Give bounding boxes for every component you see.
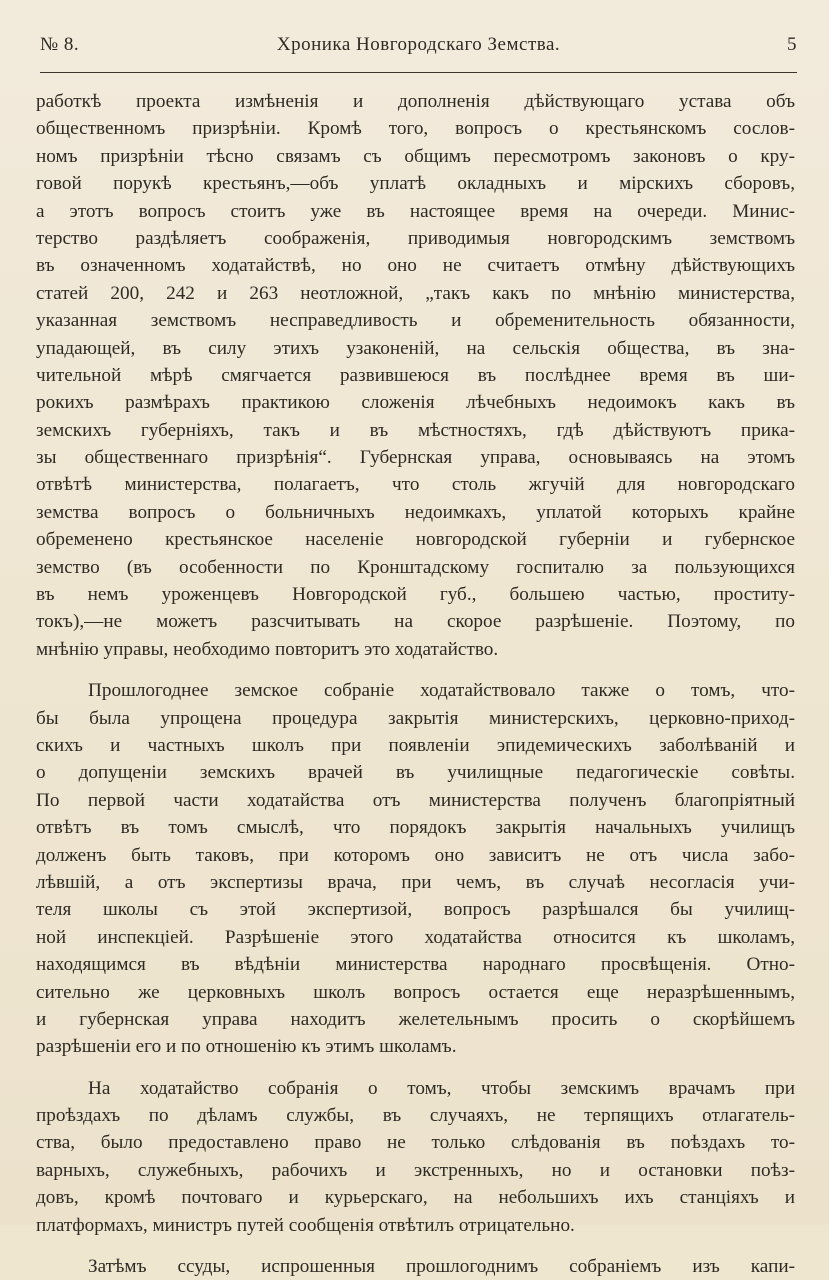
page-number: 5 [787, 34, 797, 55]
text-line: довъ, кромѣ почтоваго и курьерскаго, на небольшихъ ихъ станціяхъ и [36, 1187, 795, 1209]
text-line: сительно же церковныхъ школъ вопросъ остается еще неразрѣшеннымъ, [36, 981, 795, 1003]
text-line: земскихъ губерніяхъ, такъ и въ мѣстностяхъ, гдѣ дѣйствуютъ прика- [36, 419, 795, 441]
text-line: рокихъ размѣрахъ практикою сложенія лѣчебныхъ недоимокъ какъ въ [36, 392, 795, 414]
text-line: отвѣтѣ министерства, полагаетъ, что столь жгучій для новгородскаго [36, 474, 795, 496]
text-line: статей 200, 242 и 263 неотложной, „такъ какъ по мнѣнію министерства, [36, 282, 795, 304]
text-line: проѣздахъ по дѣламъ службы, въ случаяхъ, не терпящихъ отлагатель- [36, 1105, 795, 1127]
paragraph [36, 88, 795, 663]
text-line: находящимся въ вѣдѣніи министерства народнаго просвѣщенія. Отно- [36, 954, 795, 976]
text-line: На ходатайство собранія о томъ, чтобы земскимъ врачамъ при [88, 1077, 795, 1099]
text-line: отвѣтъ въ томъ смыслѣ, что порядокъ закрытія начальныхъ училищъ [36, 817, 795, 839]
text-line: Затѣмъ ссуды, испрошенныя прошлогоднимъ собраніемъ изъ капи- [88, 1256, 795, 1278]
text-line: лѣвшій, а отъ экспертизы врача, при чемъ, въ случаѣ несогласія учи- [36, 871, 795, 893]
paragraph [36, 1253, 795, 1280]
text-line: токъ),—не можетъ разсчитывать на скорое разрѣшеніе. Поэтому, по [36, 611, 795, 633]
header-rule [40, 72, 797, 73]
text-line: земства вопросъ о больничныхъ недоимкахъ, уплатой которыхъ крайне [36, 501, 795, 523]
paragraph-gap [36, 1061, 795, 1075]
text-line: чительной мѣрѣ смягчается развившеюся въ послѣднее время въ ши- [36, 364, 795, 386]
journal-title: Хроника Новгородскаго Земства. [276, 34, 561, 55]
text-line: Прошлогоднее земское собраніе ходатайствовало также о томъ, что- [88, 680, 795, 702]
text-line: ства, было предоставлено право не только слѣдованія въ поѣздахъ то- [36, 1132, 795, 1154]
text-line: долженъ быть таковъ, при которомъ оно зависитъ не отъ числа забо- [36, 844, 795, 866]
text-line: варныхъ, служебныхъ, рабочихъ и экстренныхъ, но и остановки поѣз- [36, 1159, 795, 1181]
text-line: терство раздѣляетъ соображенія, приводимыя новгородскимъ земствомъ [36, 227, 795, 249]
text-line: земство (въ особенности по Кронштадскому госпиталю за пользующихся [36, 556, 795, 578]
issue-number: № 8. [40, 34, 80, 55]
text-line: теля школы съ этой экспертизой, вопросъ разрѣшался бы училищ- [36, 899, 795, 921]
text-line: номъ призрѣніи тѣсно связамъ съ общимъ пересмотромъ законовъ о кру- [36, 145, 795, 167]
text-line: По первой части ходатайства отъ министерства полученъ благопріятный [36, 789, 795, 811]
text-line: разрѣшеніи его и по отношенію къ этимъ школамъ. [36, 1036, 457, 1058]
running-header [40, 34, 797, 62]
text-line: скихъ и частныхъ школъ при появленіи эпидемическихъ заболѣваній и [36, 734, 795, 756]
text-line: бы была упрощена процедура закрытія министерскихъ, церковно-приход- [36, 707, 795, 729]
paragraph-gap [36, 663, 795, 677]
text-line: о допущеніи земскихъ врачей въ училищные педагогическіе совѣты. [36, 762, 795, 784]
text-line: а этотъ вопросъ стоитъ уже въ настоящее время на очереди. Минис- [36, 200, 795, 222]
text-line: въ означенномъ ходатайствѣ, но оно не считаетъ отмѣну дѣйствующихъ [36, 255, 795, 277]
text-line: въ немъ уроженцевъ Новгородской губ., большею частью, проститу- [36, 584, 795, 606]
text-line: ной инспекціей. Разрѣшеніе этого ходатайства относится къ школамъ, [36, 926, 795, 948]
text-line: говой порукѣ крестьянъ,—объ уплатѣ окладныхъ и мірскихъ сборовъ, [36, 173, 795, 195]
text-line: обременено крестьянское населеніе новгородской губерніи и губернское [36, 529, 795, 551]
text-line: работкѣ проекта измѣненія и дополненія дѣйствующаго устава объ [36, 91, 795, 112]
text-line: указанная земствомъ несправедливость и обременительность обязанности, [36, 310, 795, 332]
body-text [36, 88, 795, 1280]
paragraph [36, 677, 795, 1060]
text-line: общественномъ призрѣніи. Кромѣ того, вопросъ о крестьянскомъ сослов- [36, 118, 795, 140]
text-line: зы общественнаго призрѣнія“. Губернская управа, основываясь на этомъ [36, 447, 795, 469]
text-line: и губернская управа находитъ желетельнымъ просить о скорѣйшемъ [36, 1008, 795, 1030]
paragraph-gap [36, 1239, 795, 1253]
text-line: упадающей, въ силу этихъ узаконеній, на сельскія общества, въ зна- [36, 337, 795, 359]
text-line: платформахъ, министръ путей сообщенія отвѣтилъ отрицательно. [36, 1214, 575, 1236]
text-line: мнѣнію управы, необходимо повторитъ это ходатайство. [36, 638, 499, 660]
paragraph [36, 1075, 795, 1239]
